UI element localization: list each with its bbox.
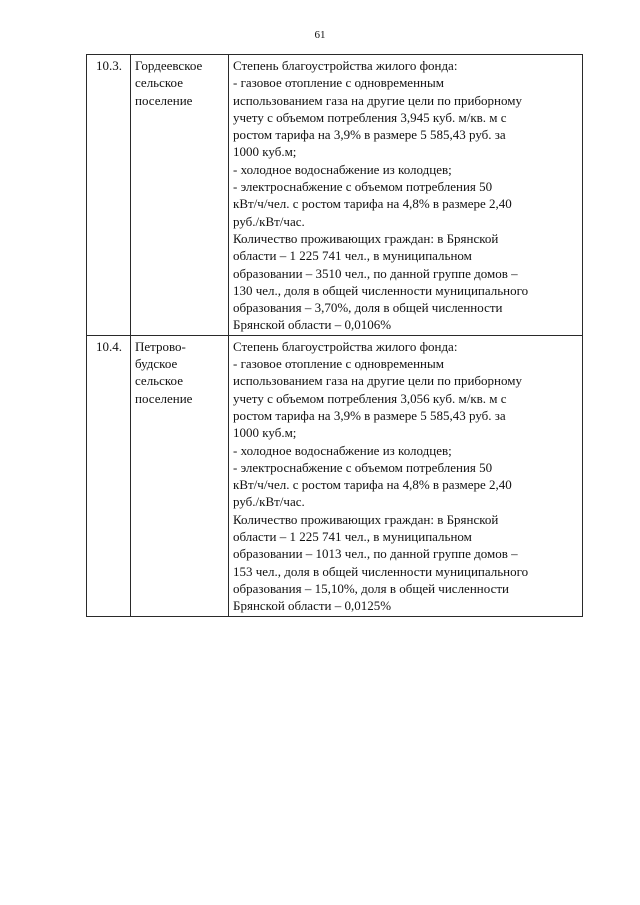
- description-line: ростом тарифа на 3,9% в размере 5 585,43 руб. за: [233, 407, 506, 423]
- description-line: Степень благоустройства жилого фонда:: [233, 58, 458, 73]
- description-line: образовании – 3510 чел., по данной группе домов –: [233, 265, 518, 281]
- description-line: - электроснабжение с объемом потребления 50: [233, 179, 493, 195]
- description-line: 130 чел., доля в общей численности муниципального: [233, 282, 529, 298]
- description-line: использованием газа на другие цели по приборному: [233, 373, 522, 389]
- row-number: 10.4.: [87, 335, 131, 616]
- table-body: [87, 55, 583, 617]
- description-line: образования – 3,70%, доля в общей численности: [233, 300, 503, 316]
- description-line: Степень благоустройства жилого фонда:: [233, 338, 458, 354]
- description-line: Количество проживающих граждан: в Брянской: [233, 511, 499, 527]
- description-line: ростом тарифа на 3,9% в размере 5 585,43 руб. за: [233, 127, 506, 143]
- table-row: [87, 335, 583, 616]
- description-line: учету с объемом потребления 3,056 куб. м/кв. м с: [233, 390, 507, 406]
- settlement-name-line: Петрово-: [135, 338, 186, 354]
- description-line: 1000 куб.м;: [233, 144, 297, 160]
- description-line: образовании – 1013 чел., по данной группе домов –: [233, 546, 518, 562]
- description-line: Брянской области – 0,0106%: [233, 317, 392, 333]
- settlement-name-line: будское: [135, 356, 178, 372]
- settlement-name-line: сельское: [135, 373, 183, 389]
- description-line: кВт/ч/чел. с ростом тарифа на 4,8% в размере 2,40: [233, 196, 512, 212]
- description-line: использованием газа на другие цели по приборному: [233, 92, 522, 108]
- description-line: области – 1 225 741 чел., в муниципальном: [233, 248, 472, 264]
- description-line: руб./кВт/час.: [233, 494, 305, 510]
- table-row: [87, 55, 583, 336]
- row-number: 10.3.: [87, 55, 131, 336]
- description-line: 153 чел., доля в общей численности муниципального: [233, 563, 529, 579]
- description-line: - холодное водоснабжение из колодцев;: [233, 161, 452, 177]
- settlement-name-line: сельское: [135, 75, 183, 91]
- settlement-description: [229, 335, 583, 616]
- description-line: учету с объемом потребления 3,945 куб. м/кв. м с: [233, 109, 507, 125]
- settlement-name: [131, 335, 229, 616]
- description-line: 1000 куб.м;: [233, 425, 297, 441]
- description-line: области – 1 225 741 чел., в муниципальном: [233, 529, 472, 545]
- description-line: - газовое отопление с одновременным: [233, 356, 444, 372]
- settlement-name: [131, 55, 229, 336]
- settlement-name-line: поселение: [135, 390, 193, 406]
- settlement-name-line: поселение: [135, 92, 193, 108]
- description-line: Количество проживающих граждан: в Брянской: [233, 230, 499, 246]
- description-line: Брянской области – 0,0125%: [233, 598, 392, 614]
- settlement-name-line: Гордеевское: [135, 58, 203, 73]
- description-line: руб./кВт/час.: [233, 213, 305, 229]
- settlement-description: [229, 55, 583, 336]
- description-line: - электроснабжение с объемом потребления 50: [233, 459, 493, 475]
- page-number: 61: [314, 29, 326, 41]
- description-line: кВт/ч/чел. с ростом тарифа на 4,8% в размере 2,40: [233, 477, 512, 493]
- description-line: образования – 15,10%, доля в общей численности: [233, 580, 509, 596]
- settlements-table: [86, 54, 583, 617]
- description-line: - газовое отопление с одновременным: [233, 75, 444, 91]
- description-line: - холодное водоснабжение из колодцев;: [233, 442, 452, 458]
